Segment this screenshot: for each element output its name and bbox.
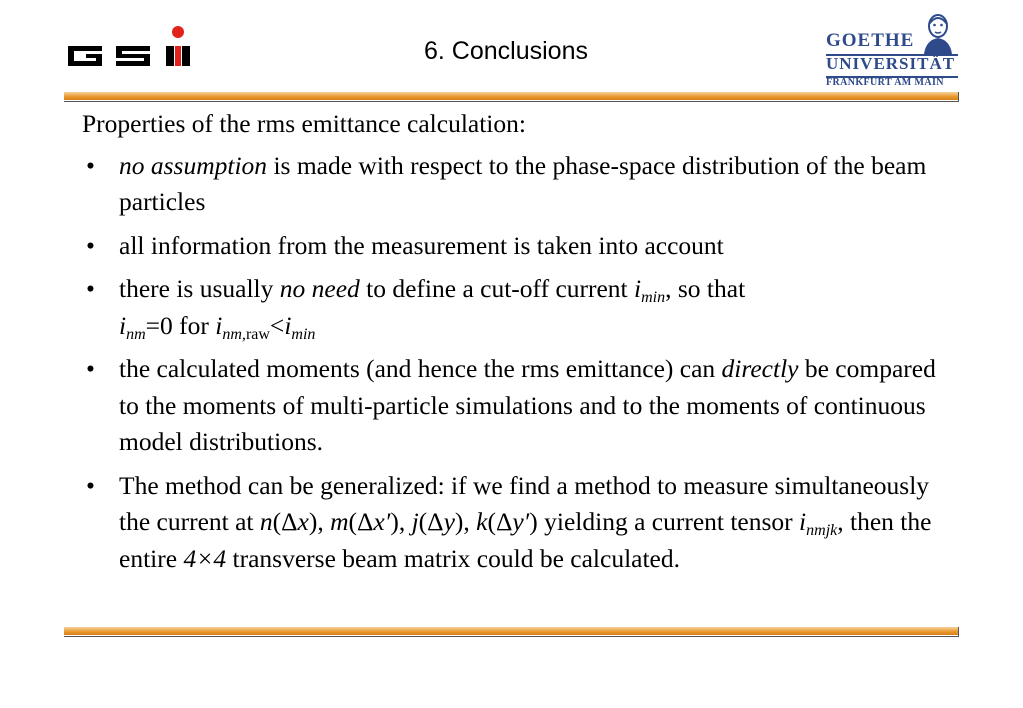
header-accent-bar (64, 92, 959, 102)
bullet-item: • the calculated moments (and hence the rms emittance) can directly be compared to the moments of multi-particle simulations and to the moments of continuous model distributions. (82, 351, 962, 461)
page-title: 6. Conclusions (424, 37, 588, 65)
goethe-logo-line3: FRANKFURT AM MAIN (826, 77, 944, 88)
goethe-portrait-icon (920, 12, 956, 54)
bullet-item: • no assumption is made with respect to the phase-space distribution of the beam particles (82, 148, 962, 221)
intro-text: Properties of the rms emittance calculation: (82, 109, 526, 138)
gsi-logo (66, 24, 198, 68)
goethe-logo-line1: GOETHE (826, 30, 915, 51)
goethe-logo-line2: UNIVERSITÄT (826, 54, 956, 73)
goethe-university-logo (826, 12, 958, 92)
footer-accent-bar (64, 627, 959, 637)
bullet-item: • The method can be generalized: if we find a method to measure simultaneously the current at n(Δx), m(Δx′), j(Δy), k(Δy′) yielding a current tensor $i_{nmjk}$, then the entire 4×4 transverse beam matrix could be calculated. (82, 468, 962, 578)
slide-body (82, 106, 962, 584)
bullet-list (82, 148, 962, 578)
bullet-item: • all information from the measurement is taken into account (82, 228, 962, 265)
bullet-item: • there is usually no need to define a cut-off current $i_{min}$, so that $i_{nm}=0$ for $i_{nm,raw}<i_{min}$ (82, 271, 962, 344)
gsi-logo-label: GSI (66, 24, 68, 25)
